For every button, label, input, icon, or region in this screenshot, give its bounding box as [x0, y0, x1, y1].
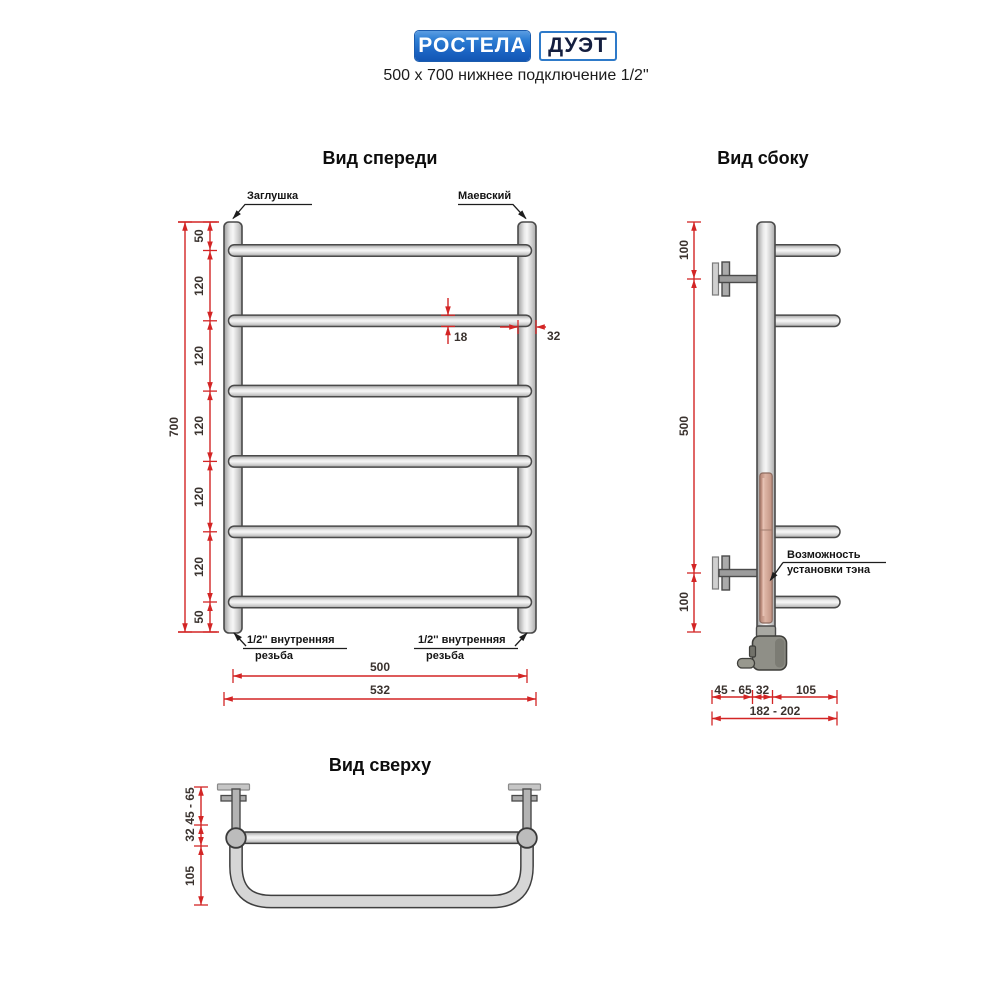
top-dim-depth: 105 — [183, 865, 197, 887]
rung-4 — [229, 456, 532, 467]
top-dim-wall-gap: 45 - 65 — [183, 787, 197, 825]
rung-2 — [229, 315, 532, 326]
top-curved-rail — [236, 845, 527, 902]
dim-seg-1: 50 — [192, 229, 206, 243]
valve-callout: Маевский — [458, 190, 512, 202]
top-tube-section-right — [517, 828, 537, 848]
dim-seg-7: 50 — [192, 610, 206, 624]
rung-1 — [229, 245, 532, 256]
electric-connector — [738, 626, 787, 670]
front-view-title: Вид спереди — [322, 148, 438, 168]
side-dim-middle: 500 — [677, 415, 691, 437]
front-view — [178, 205, 546, 707]
heating-element — [760, 473, 772, 623]
top-bracket-left — [218, 784, 250, 833]
front-callout-leaders — [233, 205, 527, 649]
top-view — [194, 784, 541, 905]
dim-width-overall: 532 — [369, 683, 391, 697]
side-dim-tube: 32 — [755, 683, 770, 697]
side-dim-top: 100 — [677, 239, 691, 261]
wall-bracket-top — [713, 262, 760, 296]
side-dim-overall: 182 - 202 — [749, 704, 801, 718]
thread-left-line2: резьба — [255, 650, 293, 662]
dim-seg-6: 120 — [192, 556, 206, 578]
series-badge: ДУЭТ — [539, 31, 617, 61]
connector-plug — [738, 659, 755, 669]
front-rungs — [229, 245, 532, 608]
front-left-tube — [224, 222, 242, 633]
top-bracket-right — [509, 784, 541, 833]
thread-left-line1: 1/2'' внутренняя — [247, 634, 335, 646]
dim-total-height: 700 — [167, 416, 181, 438]
connector-latch — [750, 646, 756, 657]
thread-right-line2: резьба — [426, 650, 464, 662]
top-view-title: Вид сверху — [328, 755, 432, 775]
dim-bar-diameter: 18 — [454, 330, 468, 344]
thread-right-line1: 1/2'' внутренняя — [418, 634, 506, 646]
front-right-tube — [518, 222, 536, 633]
plug-callout: Заглушка — [247, 190, 299, 202]
top-straight-rail — [240, 832, 523, 843]
top-dim-tube: 32 — [183, 828, 197, 842]
side-view-title: Вид сбоку — [717, 148, 809, 168]
model-subtitle: 500 x 700 нижнее подключение 1/2" — [383, 67, 649, 84]
dim-tube-diameter: 32 — [547, 329, 561, 343]
side-view — [687, 222, 886, 726]
brand-logo: РОСТЕЛА — [415, 31, 530, 61]
heater-label-line1: Возможность — [787, 549, 861, 561]
dim-seg-4: 120 — [192, 415, 206, 437]
dim-seg-2: 120 — [192, 275, 206, 297]
side-dim-wall-gap: 45 - 65 — [714, 683, 752, 697]
side-dim-bottom: 100 — [677, 591, 691, 613]
rung-3 — [229, 385, 532, 396]
rung-6 — [229, 596, 532, 607]
dim-seg-5: 120 — [192, 486, 206, 508]
rung-5 — [229, 526, 532, 537]
top-tube-section-left — [226, 828, 246, 848]
side-dim-offset: 105 — [795, 683, 817, 697]
heater-label-line2: установки тэна — [787, 564, 871, 576]
dim-seg-3: 120 — [192, 345, 206, 367]
dim-width-centers: 500 — [369, 660, 391, 674]
wall-bracket-bottom — [713, 556, 760, 590]
